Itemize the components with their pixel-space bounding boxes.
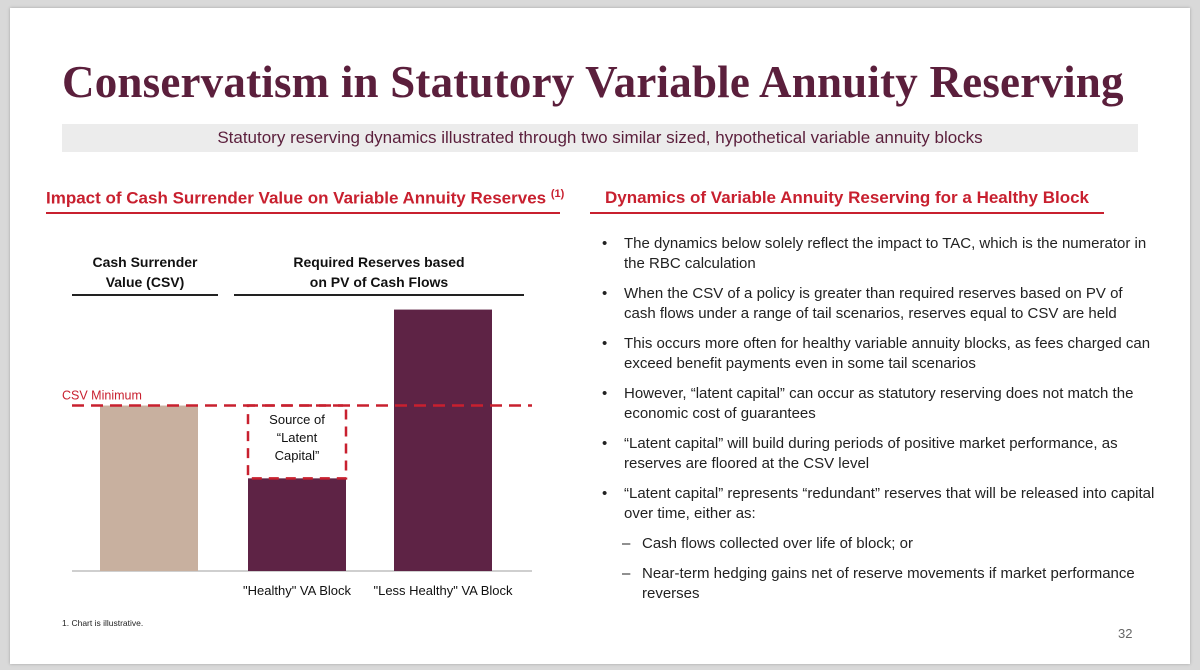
csv-minimum-label: CSV Minimum [62, 388, 142, 403]
bar-csv [100, 406, 198, 571]
bullet-mark: • [602, 385, 608, 402]
bullet-mark: • [602, 285, 608, 302]
bullet-text: When the CSV of a policy is greater than required reserves based on PV of cash flows under a range of tail scenarios, reserves equal to CSV are held [624, 285, 1123, 322]
reserves-bar-chart [10, 8, 590, 608]
page-number: 32 [1118, 626, 1133, 641]
right-section-heading [590, 188, 1104, 214]
bullet-item [598, 334, 1158, 374]
bullet-mark: • [602, 485, 608, 502]
left-section-heading-text: Impact of Cash Surrender Value on Variable Annuity Reserves [46, 188, 547, 208]
bullet-text: “Latent capital” will build during periods of positive market performance, as reserves are floored at the CSV level [624, 435, 1118, 472]
bullet-text: However, “latent capital” can occur as statutory reserving does not match the economic cost of guarantees [624, 385, 1134, 422]
bullet-text: Near-term hedging gains net of reserve movements if market performance reverses [642, 565, 1135, 602]
bullet-text: “Latent capital” represents “redundant” reserves that will be released into capital over time, either as: [624, 485, 1155, 522]
bullet-text: Cash flows collected over life of block; or [642, 535, 913, 552]
bullet-item [598, 484, 1158, 524]
reserves-column-header-line-1: Required Reserves based [293, 254, 465, 270]
bullet-mark: • [602, 435, 608, 452]
slide-title: Conservatism in Statutory Variable Annuity Reserving [62, 57, 1124, 107]
reserves-column-header-line-2: on PV of Cash Flows [309, 274, 449, 290]
dynamics-bullet-list [598, 234, 1158, 614]
category-label-healthy: "Healthy" VA Block [243, 583, 351, 598]
dash-mark: – [622, 535, 631, 552]
subtitle-text: Statutory reserving dynamics illustrated through two similar sized, hypothetical variable annuity blocks [217, 128, 983, 147]
csv-column-header-line-1: Cash Surrender [92, 254, 198, 270]
dash-mark: – [622, 565, 631, 582]
footnote: 1. Chart is illustrative. [62, 618, 144, 628]
left-section-heading-note: (1) [550, 188, 565, 200]
bullet-mark: • [602, 335, 608, 352]
bullet-item [598, 234, 1158, 274]
bullet-text: The dynamics below solely reflect the impact to TAC, which is the numerator in the RBC calculation [624, 235, 1147, 272]
sub-bullet-item [598, 534, 1158, 554]
bar-healthy-va-block [248, 478, 346, 571]
bullet-item [598, 284, 1158, 324]
right-section-heading-text: Dynamics of Variable Annuity Reserving for a Healthy Block [604, 188, 1090, 207]
latent-capital-label-line: Source of [269, 411, 325, 427]
bullet-item [598, 384, 1158, 424]
category-label-less-healthy: "Less Healthy" VA Block [373, 583, 513, 598]
bar-less-healthy-va-block [394, 310, 492, 571]
sub-bullet-item [598, 564, 1158, 604]
bullet-item [598, 434, 1158, 474]
latent-capital-label-line: Capital” [274, 447, 320, 463]
bullet-text: This occurs more often for healthy variable annuity blocks, as fees charged can exceed benefit payments even in some tail scenarios [624, 335, 1151, 372]
slide [10, 8, 1190, 664]
bullet-mark: • [602, 235, 608, 252]
csv-column-header-line-2: Value (CSV) [105, 274, 185, 290]
latent-capital-label-line: “Latent [276, 429, 318, 445]
